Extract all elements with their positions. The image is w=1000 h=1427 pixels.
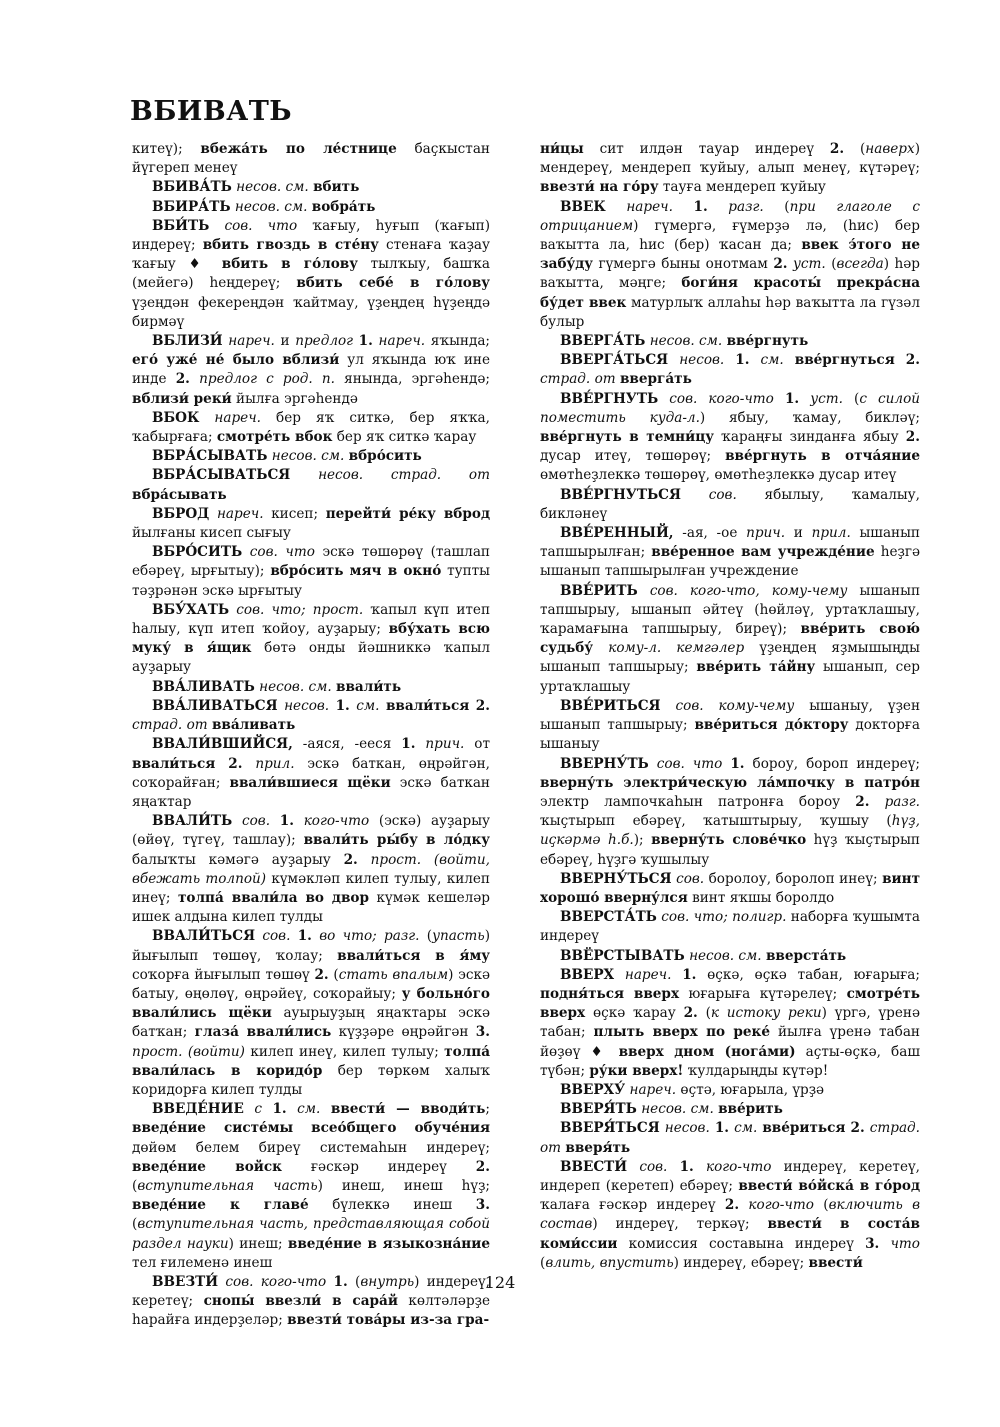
dictionary-entry: ВБРА́СЫВАТЬСЯ несов. страд. от вбра́сывать xyxy=(132,467,490,503)
dictionary-entry: ВВАЛИ́ТЬ сов. 1. кого-что (эскә) ауҙарыу (өйөү, түгеү, ташлау); ввали́ть ры́бу в ло́дку балыҡты кәмәгә ауҙарыу 2. прост. (войти, вбежать толпой) күмәкләп килеп тулыу, килеп инеү; толпа́ ввали́ла во двор күмәк кешеләр ишек алдына килеп тулды xyxy=(132,813,491,926)
dictionary-entry: ВВАЛИ́ВШИЙСЯ, -аяся, -ееся 1. прич. от ввали́ться 2. прил. эскә баткан, өңрәйгән, соҡорайған; ввали́вшиеся щёки эскә баткан яңаҡтар xyxy=(132,736,491,810)
dictionary-entry: ВБИРА́ТЬ несов. см. вобра́ть xyxy=(152,198,376,215)
dictionary-entry: ВВЕЗТИ́ сов. кого-что 1. (внутрь) индереү, керетеү; снопы́ ввезли́ в сара́й көлтәләрҙе һарайға индерҙеләр; ввезти́ това́ры из-за гра- xyxy=(132,1273,490,1329)
dictionary-entry: ВБУ́ХАТЬ сов. что; прост. ҡапыл күп итеп һалыу, күп итеп ҡойоу, ауҙарыу; вбу́хать всю муку́ в я́щик бөтә онды йәшниккә ҡапыл ауҙарыу xyxy=(132,601,491,676)
right-column xyxy=(540,140,920,1273)
dictionary-entry: ВВЕРЯ́ТЬСЯ несов. 1. см. вве́риться 2. страд. от вверя́ть xyxy=(540,1120,920,1156)
left-column xyxy=(132,140,490,1331)
dictionary-entry: ВВЁРСТЫВАТЬ несов. см. вверста́ть xyxy=(560,947,847,964)
dictionary-entry: ВВЕРНУ́ТЬ сов. что 1. бороу, бороп индереү; вверну́ть электри́ческую ла́мпочку в патро́н электр лампочкаһын патронға бороу 2. разг. ҡыҫтырып ебәреү, ҡатыштырыу, ҡушыу (һүҙ, иҫкәрмә һ.б.); вверну́ть слове́чко һүҙ ҡыҫтырып ебәреү, һүҙгә ҡушылыу xyxy=(540,755,920,868)
dictionary-entry: ВВЕРГА́ТЬ несов. см. вве́ргнуть xyxy=(560,333,809,350)
dictionary-entry: ВВЕРСТА́ТЬ сов. что; полигр. наборға ҡушымта индереү xyxy=(540,909,920,945)
dictionary-entry: ВБЛИЗИ́ нареч. и предлог 1. нареч. яҡында; его́ уже́ не́ было вблизи́ ул яҡында юҡ ине инде 2. предлог с род. п. янында, эргәһендә; вблизи́ реки́ йылға эргәһендә xyxy=(132,333,490,407)
dictionary-entry: ВВЕ́РГНУТЬСЯ сов. ябылыу, ҡамалыу, бикләнеү xyxy=(540,486,920,522)
dictionary-entry: ВВЕДЕ́НИЕ с 1. см. ввести́ — вводи́ть; введе́ние систе́мы всео́бщего обуче́ния дөйөм белем биреү системаһын индереү; введе́ние войск ғәскәр индереү 2. (вступительная часть) инеш, инеш һүҙ; введе́ние к главе́ бүлеккә инеш 3. (вступительная часть, представляющая собой раздел науки) инеш; введе́ние в языкозна́ние тел ғилеменә инеш xyxy=(132,1101,490,1271)
dictionary-entry: ВВЕРЯ́ТЬ несов. см. вве́рить xyxy=(560,1101,783,1118)
dictionary-entry: ВБРО́СИТЬ сов. что эскә төшөрөү (ташлап ебәреү, ырғытыу); вбро́сить мяч в окно́ тупты тәҙрәнән эскә ырғытыу xyxy=(132,544,491,599)
entry-continuation: китеү); вбежа́ть по ле́стнице баҫкыстан йүгереп менеү xyxy=(132,141,490,177)
dictionary-entry: ВБИ́ТЬ сов. что ҡағыу, һуғып (ҡағып) индереү; вбить гвоздь в сте́ну стенаға ҡаҙау ҡағыу ♦ вбить в го́лову тылҡыу, башҡа (мейегә) һеңдереү; вбить себе́ в го́лову үҙеңдән фекереңдән ҡайтмау, үҙеңдең һүҙеңдә бирмәү xyxy=(132,217,490,330)
dictionary-entry: ВБРОД нареч. кисеп; перейти́ ре́ку вброд йылғаны кисеп сығыу xyxy=(132,505,491,542)
dictionary-entry: ВВЕ́РГНУТЬ сов. кого-что 1. уст. (с силой поместить куда-л.) ябыу, ҡамау, бикләү; вве́ргнуть в темни́цу ҡараңғы зинданға ябыу 2. дусар итеү, төшөрөү; вве́ргнуть в отча́яние өмөтһеҙлеккә төшөрөү, өмөтһеҙлеккә дусар итеү xyxy=(540,390,921,484)
dictionary-entry: ВВЕ́РИТЬ сов. кого-что, кому-чему ышанып тапшырыу, ышанып әйтеү (һөйләү, уртаҡлашыу, ҡарамағына тапшырыу, биреү); вве́рить свою́ судьбу́ кому-л. кемгәлер үҙеңдең яҙмышыңды ышанып тапшырыу; вве́рить та́йну ышанып, сер уртаҡлашыу xyxy=(540,582,921,695)
dictionary-entry: ВВАЛИ́ТЬСЯ сов. 1. во что; разг. (упасть) йығылып төшөү, ҡолау; ввали́ться в я́му соҡорға йығылып төшөү 2. (стать впалым) эскә батыу, өңөлөү, өңрәйеү, соҡорайыу; у больно́го ввали́лись щёки ауырыуҙың яңаҡтары эскә батҡан; глаза́ ввали́лись күҙҙәре өңрәйгән 3. прост. (войти) килеп инеү, килеп тулыу; толпа́ ввали́лась в коридо́р бер төркөм халыҡ коридорға килеп тулды xyxy=(132,928,491,1098)
dictionary-entry: ВВА́ЛИВАТЬСЯ несов. 1. см. ввали́ться 2. страд. от вва́ливать xyxy=(132,697,490,734)
dictionary-entry: ВВЕ́РИТЬСЯ сов. кому-чему ышаныу, үҙен ышанып тапшырыу; вве́риться до́ктору докторға ышаныу xyxy=(540,697,921,753)
dictionary-entry: ВВЕРХУ́ нареч. өҫтә, юғарыла, үрҙә xyxy=(560,1081,825,1098)
dictionary-entry: ВВА́ЛИВАТЬ несов. см. ввали́ть xyxy=(152,678,402,695)
dictionary-entry: ВВЕРГА́ТЬСЯ несов. 1. см. вве́ргнуться 2. страд. от вверга́ть xyxy=(540,352,920,388)
page-header-title: ВБИВАТЬ xyxy=(130,96,293,127)
dictionary-entry: ВБОК нареч. бер яҡ ситкә, бер яҡҡа, ҡабырғаға; смотре́ть вбок бер яҡ ситкә ҡарау xyxy=(132,409,490,446)
dictionary-entry: ВБИВА́ТЬ несов. см. вбить xyxy=(152,179,360,196)
dictionary-entry: ВВЕК нареч. 1. разг. (при глаголе с отрицанием) гүмергә, ғүмерҙә лә, (һис) бер ваҡытта ла, һис (бер) ҡасан да; ввек э́того не забу́ду гүмергә быны онотмам 2. уст. (всегда) һәр ваҡытта, мәңге; боги́ня красоты́ прекра́сна бу́дет ввек матурлыҡ аллаһы һәр ваҡытта ла гүзәл булыр xyxy=(540,198,920,330)
dictionary-entry: ВВЕРХ нареч. 1. өҫкә, өҫкә табан, юғарыға; подня́ться вверх юғарыға күтәрелеү; смотре́ть вверх өҫкә ҡарау 2. (к истоку реки) үргә, үренә табан; плыть вверх по реке́ йылға үренә табан йөҙөү ♦ вверх дном (нога́ми) аҫты-өҫкә, баш түбән; ру́ки вверх! ҡулдарыңды күтәр! xyxy=(540,966,920,1079)
dictionary-entry: ВБРА́СЫВАТЬ несов. см. вбро́сить xyxy=(152,448,422,465)
entry-continuation: ни́цы сит илдән тауар индереү 2. (наверх) мендереү, мендереп ҡуйыу, алып менеү, күтәреү; ввезти́ на го́ру тауға мендереп ҡуйыу xyxy=(540,141,920,196)
dictionary-entry: ВВЕСТИ́ сов. 1. кого-что индереү, керетеү, индереп (керетеп) ебәреү; ввести́ во́йска́ в го́род ҡалаға ғәскәр индереү 2. кого-что (включить в состав) индереү, теркәү; ввести́ в соста́в коми́ссии комиссия составына индереү 3. что (влить, впустить) индереү, ебәреү; ввести́ xyxy=(540,1158,921,1271)
page-number: 124 xyxy=(484,1273,516,1292)
dictionary-entry: ВВЕ́РЕННЫЙ, -ая, -ое прич. и прил. ышанып тапшырылған; вве́ренное вам учрежде́ние һеҙгә ышанып тапшырылған учреждение xyxy=(540,525,920,580)
dictionary-entry: ВВЕРНУ́ТЬСЯ сов. боролоу, боролоп инеү; винт хорошо́ вверну́лся винт яҡшы боролдо xyxy=(540,870,920,906)
